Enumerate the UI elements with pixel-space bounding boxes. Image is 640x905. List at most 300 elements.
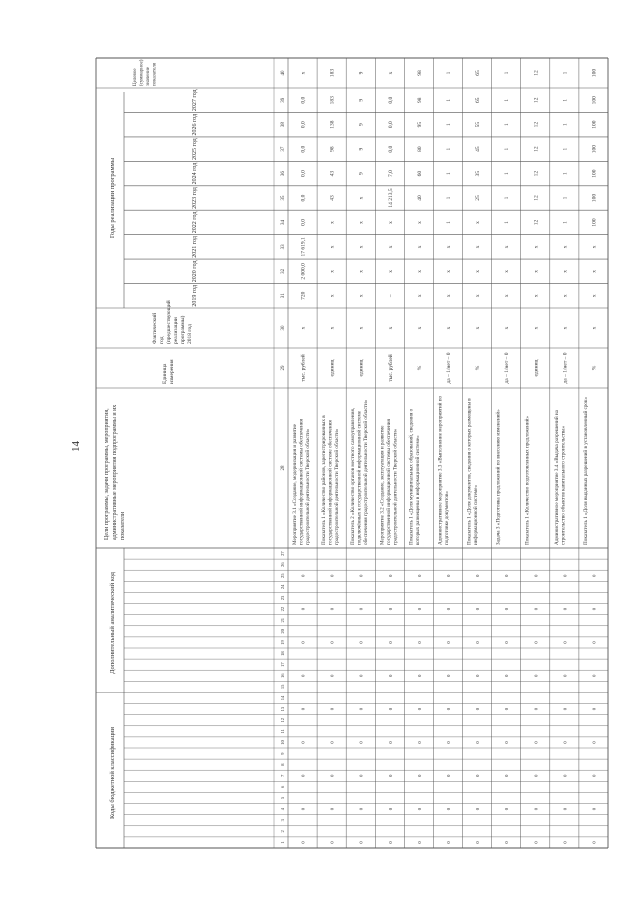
code-cell: 0	[562, 741, 568, 744]
code-cell: 0	[533, 774, 539, 777]
code-cell: 0	[300, 674, 306, 677]
col-number: 1	[280, 841, 285, 844]
col-number: 39	[281, 97, 286, 103]
header-budget-codes: Коды бюджетной классификации	[109, 726, 116, 820]
col-number: 32	[281, 268, 286, 274]
code-cell: 0	[387, 707, 393, 711]
col-number: 14	[280, 695, 285, 701]
code-cell: 0	[475, 841, 481, 844]
row-value: 1	[562, 196, 569, 200]
row-value: 1	[446, 196, 452, 200]
code-cell: 0	[475, 607, 481, 611]
row-value: 1	[504, 172, 511, 175]
row-value: 12	[533, 195, 540, 201]
code-cell: 0	[416, 574, 422, 577]
row-value: х	[416, 221, 423, 224]
row-value: х	[562, 294, 569, 298]
row-value: х	[358, 196, 365, 200]
row-value: 1	[446, 123, 452, 127]
row-unit: да – 1/нет – 0	[504, 352, 511, 384]
code-cell: 0	[562, 707, 568, 711]
col-number: 13	[280, 706, 285, 712]
code-cell: 0	[504, 774, 510, 777]
code-cell: 0	[562, 807, 568, 811]
row-base: х	[475, 326, 482, 330]
code-cell: 0	[533, 807, 539, 811]
code-cell: 0	[446, 674, 451, 677]
row-final: х	[387, 71, 394, 75]
row-value: 80	[416, 146, 423, 152]
row-value: 720	[300, 291, 307, 300]
col-number: 29	[281, 365, 286, 371]
row-value: 17 619,1	[300, 237, 307, 257]
row-description: Показатель 2 «Количество органов местного самоуправления,подключённых к государственной информационной системеобеспечения градостроительной деятельности Тверской области»	[350, 399, 370, 545]
code-cell: 0	[562, 574, 568, 577]
col-number: 16	[280, 673, 285, 679]
code-cell: 0	[358, 607, 364, 611]
col-number: 28	[281, 465, 286, 471]
row-value: х	[416, 294, 423, 298]
row-value: х	[358, 294, 365, 298]
code-cell: 0	[504, 641, 510, 644]
header-year-9: 2027 год	[192, 89, 198, 112]
row-value: 1	[504, 147, 511, 151]
code-cell: 0	[416, 674, 422, 677]
code-cell: 0	[300, 707, 306, 711]
row-value: 100	[591, 169, 598, 178]
col-number: 20	[280, 629, 285, 634]
col-number: 33	[281, 244, 286, 250]
row-value: х	[329, 294, 336, 298]
row-value: 1	[504, 221, 511, 224]
col-number: 10	[280, 740, 285, 745]
col-number: 8	[280, 763, 285, 766]
row-value: 12	[533, 219, 540, 226]
code-cell: 0	[416, 707, 422, 711]
code-cell: 0	[475, 674, 481, 677]
row-final: х	[300, 71, 307, 75]
code-cell: 0	[329, 574, 335, 577]
code-cell: 0	[387, 774, 393, 777]
row-value: 9	[358, 123, 365, 127]
row-final: 9	[358, 71, 365, 75]
row-final: 100	[591, 68, 598, 78]
header-year-4: 2022 год	[192, 211, 198, 234]
col-number: 22	[280, 606, 285, 612]
code-cell: 0	[446, 841, 451, 844]
row-value: 1	[504, 196, 511, 200]
row-value: х	[533, 269, 540, 273]
row-value: 1	[562, 147, 569, 151]
code-cell: 0	[329, 707, 335, 711]
col-number: 40	[281, 70, 286, 76]
row-value: х	[504, 245, 511, 249]
row-unit: тыс. рублей	[300, 354, 307, 382]
header-years-group: Годы реализации программы	[109, 157, 116, 239]
row-unit: %	[475, 365, 482, 371]
code-cell: 0	[504, 741, 510, 744]
code-cell: 0	[475, 807, 481, 811]
header-unit: Единицаизмерения	[162, 359, 175, 384]
row-value: 12	[533, 170, 540, 177]
code-cell: 0	[533, 574, 539, 577]
code-cell: 0	[358, 807, 364, 811]
code-cell: 0	[562, 841, 568, 844]
row-value: 100	[591, 120, 598, 129]
row-value: 100	[591, 96, 598, 105]
code-cell: 0	[562, 674, 568, 677]
col-number: 23	[280, 595, 285, 601]
code-cell: 0	[329, 674, 335, 677]
header-year-6: 2024 год	[192, 162, 198, 185]
code-cell: 0	[591, 841, 597, 844]
header-year-8: 2026 год	[192, 113, 198, 136]
code-cell: 0	[329, 741, 335, 744]
row-value: х	[475, 221, 482, 224]
row-value: х	[329, 221, 336, 224]
col-number: 36	[281, 171, 286, 177]
row-value: х	[329, 269, 336, 273]
code-cell: 0	[562, 607, 568, 611]
row-base: х	[446, 326, 452, 330]
row-final: 98	[416, 70, 423, 76]
code-cell: 0	[329, 641, 335, 644]
code-cell: 0	[533, 841, 539, 844]
row-description: Показатель 1 «Доля выданных разрешений в установленный срок»	[582, 396, 589, 545]
row-value: 43	[329, 195, 336, 201]
row-unit: да – 1/нет – 0	[446, 352, 452, 384]
row-description: Мероприятие 3.1 «Создание, модернизация и развитиегосударственной информационной системы обеспеченияградостроительной деятельности Тверской области»	[292, 419, 311, 545]
row-value: 0,0	[300, 170, 307, 177]
header-year-3: 2021 год	[192, 236, 198, 258]
row-value: 100	[591, 193, 598, 203]
row-value: х	[446, 245, 452, 249]
row-final: 1	[562, 71, 569, 75]
code-cell: 0	[300, 607, 306, 611]
code-cell: 0	[446, 741, 451, 744]
row-unit: единиц	[358, 359, 365, 377]
code-cell: 0	[533, 674, 539, 677]
row-unit: да – 1/нет – 0	[562, 352, 569, 384]
row-value: 9	[358, 172, 365, 175]
row-value: 7,0	[387, 170, 394, 177]
row-value: 1	[562, 98, 569, 102]
row-value: х	[416, 245, 423, 249]
row-value: х	[358, 245, 365, 249]
code-cell: 0	[387, 641, 393, 644]
row-final: 1	[504, 71, 511, 75]
row-value: 0,0	[300, 145, 307, 153]
row-value: 40	[416, 195, 423, 201]
row-value: –	[387, 294, 394, 298]
code-cell: 0	[329, 807, 335, 811]
row-value: х	[562, 245, 569, 249]
row-value: 0,0	[300, 121, 307, 129]
code-cell: 0	[387, 574, 393, 577]
col-number: 18	[280, 651, 285, 656]
row-base: х	[504, 326, 511, 330]
row-unit: единиц	[329, 359, 336, 377]
row-value: 1	[446, 172, 452, 175]
header-additional-code: Дополнительный аналитический код	[109, 572, 116, 674]
row-description: Задача 3 «Подготовка предложений по внесению изменений»	[495, 409, 502, 545]
row-value: 100	[591, 218, 598, 227]
code-cell: 0	[591, 741, 597, 744]
row-final: 183	[329, 68, 336, 78]
header-final: Целевое (суммарное) значение показателя	[133, 59, 158, 86]
col-number: 9	[280, 752, 285, 755]
code-cell: 0	[416, 741, 422, 744]
row-value: 0,0	[300, 96, 307, 104]
code-cell: 0	[504, 574, 510, 577]
row-value: х	[358, 221, 365, 224]
row-base: х	[562, 326, 569, 330]
row-value: 1	[504, 98, 511, 102]
col-number: 30	[281, 325, 286, 331]
col-number: 3	[280, 819, 285, 822]
col-number: 31	[281, 293, 286, 299]
code-cell: 0	[358, 707, 364, 711]
row-base: х	[300, 326, 307, 330]
row-unit: %	[416, 365, 423, 371]
row-value: 0,0	[387, 145, 394, 153]
code-cell: 0	[504, 707, 510, 711]
row-value: х	[533, 294, 540, 298]
code-cell: 0	[358, 674, 364, 677]
code-cell: 0	[533, 707, 539, 711]
page-number: 14	[70, 441, 82, 452]
code-cell: 0	[416, 607, 422, 611]
code-cell: 0	[387, 807, 393, 811]
col-number: 7	[280, 774, 285, 777]
code-cell: 0	[533, 607, 539, 611]
row-value: х	[416, 269, 423, 273]
row-value: 43	[329, 170, 336, 177]
row-value: 1	[562, 221, 569, 224]
row-value: х	[475, 269, 482, 273]
row-value: х	[446, 294, 452, 298]
row-value: 45	[475, 146, 482, 152]
col-number: 5	[280, 796, 285, 800]
code-cell: 0	[533, 741, 539, 744]
col-number: 24	[280, 584, 285, 590]
row-description: Показатель 1 «Количество подготовленных предложений»	[524, 415, 531, 545]
row-value: 9	[358, 98, 365, 102]
col-number: 12	[280, 717, 285, 723]
table-grid	[96, 58, 608, 848]
col-number: 21	[280, 617, 285, 623]
code-cell: 0	[591, 707, 597, 711]
row-value: 1	[446, 221, 452, 224]
row-value: 1	[446, 98, 452, 102]
col-number: 11	[280, 729, 285, 734]
row-value: 98	[329, 146, 336, 152]
row-description: Мероприятие 3.2 «Создание, эксплуатация и развитиегосударственной информационной системы обеспеченияградостроительной деятельности Тверской области»	[379, 419, 399, 545]
col-number: 35	[281, 195, 286, 201]
row-value: х	[446, 269, 452, 273]
row-value: х	[562, 269, 569, 273]
code-cell: 0	[387, 607, 393, 611]
row-unit: %	[591, 365, 598, 371]
row-value: х	[591, 269, 598, 273]
row-value: 2 000,0	[300, 263, 307, 280]
row-value: х	[591, 245, 598, 249]
code-cell: 0	[416, 807, 422, 811]
row-value: х	[387, 269, 394, 273]
code-cell: 0	[300, 841, 306, 844]
col-number: 27	[280, 551, 285, 556]
row-value: 0,0	[300, 194, 307, 202]
code-cell: 0	[562, 774, 568, 777]
code-cell: 0	[446, 641, 451, 644]
row-value: х	[591, 294, 598, 298]
row-value: 1	[504, 123, 511, 127]
code-cell: 0	[475, 574, 481, 577]
col-number: 37	[281, 146, 286, 152]
row-final: 1	[446, 71, 452, 75]
code-cell: 0	[416, 841, 422, 844]
row-description: Показатель 1 «Доля документов, сведения о которых размещены винформационной системе»	[466, 398, 480, 545]
code-cell: 0	[591, 674, 597, 677]
code-cell: 0	[475, 741, 481, 744]
col-number: 4	[280, 807, 285, 811]
code-cell: 0	[504, 607, 510, 611]
code-cell: 0	[329, 841, 335, 844]
code-cell: 0	[533, 641, 539, 644]
code-cell: 0	[358, 741, 364, 744]
header-base-year: Фактическийгод(предшествующийреализациипрограммы)2018 год	[152, 300, 193, 344]
code-cell: 0	[329, 774, 335, 777]
code-cell: 0	[446, 574, 451, 577]
row-value: 95	[416, 121, 423, 128]
header-goals: Цели программы, задачи программы, мероприятия, административные мероприятия подпрограммы и их показатели	[104, 404, 126, 540]
row-base: х	[416, 326, 423, 330]
code-cell: 0	[475, 774, 481, 777]
header-year-1: 2019 год	[192, 284, 198, 307]
col-number: 17	[280, 662, 285, 667]
col-number: 34	[281, 219, 286, 225]
row-value: 183	[329, 96, 336, 105]
row-value: 138	[329, 120, 336, 129]
row-description: Показатель 1 «Доля муниципальных образований, сведения окоторых размещены в информационной системе»	[408, 408, 421, 545]
row-value: 9	[358, 147, 365, 151]
code-cell: 0	[504, 841, 510, 844]
code-cell: 0	[300, 741, 306, 744]
code-cell: 0	[300, 807, 306, 811]
row-value: 0,0	[300, 219, 307, 226]
col-number: 38	[281, 122, 286, 128]
code-cell: 0	[358, 641, 364, 644]
row-value: 0,0	[387, 96, 394, 104]
row-base: х	[329, 326, 336, 330]
code-cell: 0	[446, 774, 451, 777]
header-year-7: 2025 год	[192, 138, 198, 160]
row-base: х	[591, 326, 598, 330]
row-unit: тыс. рублей	[387, 354, 394, 382]
row-base: х	[387, 326, 394, 330]
row-value: 12	[533, 121, 540, 128]
col-number: 26	[280, 562, 285, 567]
code-cell: 0	[329, 607, 335, 611]
row-value: х	[475, 245, 482, 249]
code-cell: 0	[591, 774, 597, 777]
code-cell: 0	[591, 607, 597, 611]
row-final: 12	[533, 70, 540, 76]
row-final: 65	[475, 70, 482, 76]
row-value: х	[475, 294, 482, 298]
code-cell: 0	[358, 774, 364, 777]
code-cell: 0	[416, 641, 422, 644]
code-cell: 0	[358, 841, 364, 844]
row-base: х	[533, 326, 540, 330]
row-value: 0,0	[387, 121, 394, 129]
row-value: 25	[475, 195, 482, 201]
row-value: х	[329, 245, 336, 249]
code-cell: 0	[591, 641, 597, 644]
row-value: х	[358, 269, 365, 273]
row-value: 98	[416, 97, 423, 103]
code-cell: 0	[446, 807, 451, 811]
row-value: х	[387, 245, 394, 249]
row-unit: единиц	[533, 359, 540, 377]
row-value: 55	[475, 121, 482, 128]
code-cell: 0	[591, 807, 597, 811]
code-cell: 0	[504, 674, 510, 677]
code-cell: 0	[300, 574, 306, 577]
code-cell: 0	[446, 607, 451, 611]
code-cell: 0	[358, 574, 364, 577]
code-cell: 0	[504, 807, 510, 811]
code-cell: 0	[475, 707, 481, 711]
code-cell: 0	[562, 641, 568, 644]
header-year-5: 2023 год	[192, 187, 198, 209]
row-value: 100	[591, 144, 598, 154]
col-number: 19	[280, 640, 285, 645]
code-cell: 0	[387, 741, 393, 744]
row-base: х	[358, 326, 365, 330]
code-cell: 0	[387, 841, 393, 844]
row-value: 12	[533, 146, 540, 152]
row-value: х	[533, 245, 540, 249]
row-value: 35	[475, 170, 482, 177]
row-value: х	[504, 269, 511, 273]
col-number: 15	[280, 684, 285, 690]
row-description: Показатель 1 «Количество районов, зарегистрированных вгосударственной информационной системе обеспеченияградостроительной деятельности Тверской области»	[321, 415, 341, 545]
col-number: 2	[280, 830, 285, 833]
code-cell: 0	[416, 774, 422, 777]
row-value: х	[387, 221, 394, 224]
row-value: 1	[562, 172, 569, 175]
col-number: 6	[280, 785, 285, 789]
code-cell: 0	[475, 641, 481, 644]
code-cell: 0	[591, 574, 597, 577]
code-cell: 0	[300, 774, 306, 777]
row-description: Административное мероприятие 3.3 «Выполнение мероприятий поподготовке документов»	[437, 395, 450, 545]
row-value: 1	[562, 123, 569, 127]
header-year-2: 2020 год	[192, 260, 198, 283]
row-value: 1	[446, 147, 452, 151]
row-value: 12	[533, 97, 540, 103]
col-number: 25	[280, 573, 285, 579]
row-value: 60	[416, 170, 423, 177]
row-value: х	[504, 294, 511, 298]
row-value: 14 213,5	[387, 188, 394, 208]
row-description: Административное мероприятие 3.4 «Выдача разрешений настроительство объектов капитального строительства»	[553, 410, 567, 545]
code-cell: 0	[300, 641, 306, 644]
code-cell: 0	[446, 707, 451, 711]
row-value: 65	[475, 97, 482, 103]
code-cell: 0	[387, 674, 393, 677]
